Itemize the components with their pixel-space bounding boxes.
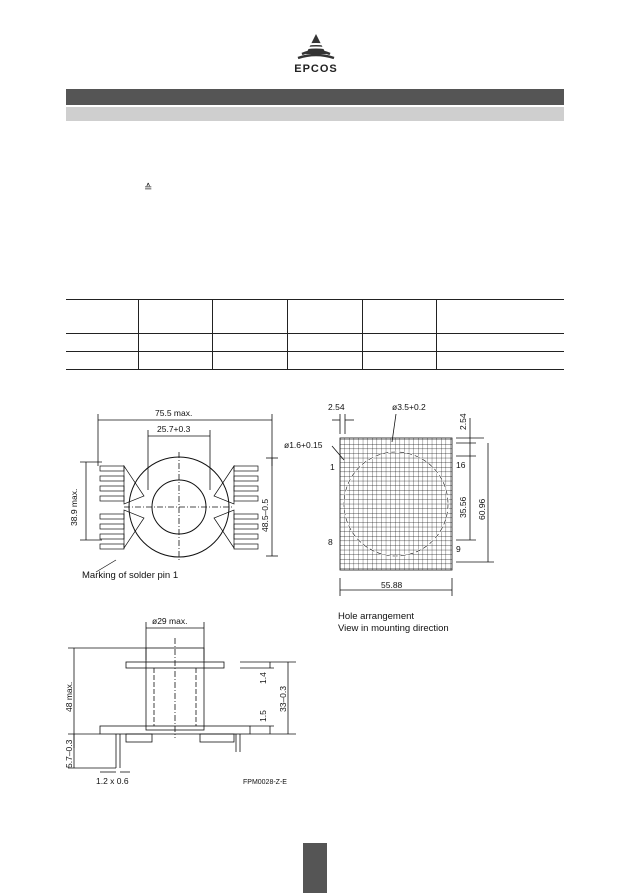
drawing-code: FPM0028-Z-E xyxy=(243,779,287,786)
table-cell xyxy=(288,334,363,352)
dim-pin-section: 1.2 x 0.6 xyxy=(96,776,129,786)
dim-diameter: ø29 max. xyxy=(152,616,188,626)
dim-outer-height: 60.96 xyxy=(477,498,487,520)
table-cell xyxy=(213,352,288,370)
pin-1-label: 1 xyxy=(330,462,335,472)
side-view-drawing xyxy=(60,608,310,793)
pin-16-label: 16 xyxy=(456,460,466,470)
table-cell xyxy=(66,334,139,352)
dim-small-hole: ø1.6+0.15 xyxy=(284,440,323,450)
pin-marking-label: Marking of solder pin 1 xyxy=(82,570,179,581)
table-cell xyxy=(437,334,565,352)
table-cell xyxy=(437,352,565,370)
page-tab xyxy=(303,843,327,893)
dim-inner-height: 35.56 xyxy=(458,496,468,518)
table-row xyxy=(66,352,564,370)
table-cell xyxy=(288,352,363,370)
dim-body: 33–0.3 xyxy=(278,686,288,712)
dim-overall-width: 75.5 max. xyxy=(155,408,193,418)
table-header-cell xyxy=(213,300,288,334)
epcos-logo-icon xyxy=(296,32,336,62)
table-cell xyxy=(139,352,213,370)
top-view-drawing xyxy=(60,400,300,590)
table-cell xyxy=(363,352,437,370)
dim-core-width: 25.7+0.3 xyxy=(157,424,191,434)
hole-caption-line2: View in mounting direction xyxy=(338,623,449,634)
dim-top-flange: 1.4 xyxy=(258,672,268,684)
table-header-cell xyxy=(363,300,437,334)
table-cell xyxy=(139,334,213,352)
pin-9-label: 9 xyxy=(456,544,461,554)
dim-big-hole: ø3.5+0.2 xyxy=(392,402,426,412)
dim-pitch-x: 2.54 xyxy=(328,402,345,412)
table-header-row xyxy=(66,300,564,334)
table-cell xyxy=(213,334,288,352)
table-header-cell xyxy=(66,300,139,334)
table-cell xyxy=(363,334,437,352)
dim-width: 55.88 xyxy=(381,580,403,590)
spec-table xyxy=(66,299,564,370)
table-header-cell xyxy=(437,300,565,334)
subheader-bar xyxy=(66,107,564,121)
dim-left-height: 38.9 max. xyxy=(69,488,79,526)
header-bar xyxy=(66,89,564,105)
table-row xyxy=(66,334,564,352)
hole-arrangement-drawing xyxy=(280,398,520,606)
corresponds-symbol: ≙ xyxy=(144,183,153,194)
dim-pitch-y: 2.54 xyxy=(458,413,468,430)
dim-height: 48 max. xyxy=(64,681,74,712)
dim-right-height: 48.5–0.5 xyxy=(260,498,270,532)
hole-caption-line1: Hole arrangement xyxy=(338,611,415,622)
table-cell xyxy=(66,352,139,370)
dim-bottom-flange: 1.5 xyxy=(258,710,268,722)
pin-8-label: 8 xyxy=(328,537,333,547)
table-header-cell xyxy=(288,300,363,334)
dim-pin-length: 5.7–0.3 xyxy=(64,739,74,768)
table-header-cell xyxy=(139,300,213,334)
brand-name: EPCOS xyxy=(294,63,338,75)
